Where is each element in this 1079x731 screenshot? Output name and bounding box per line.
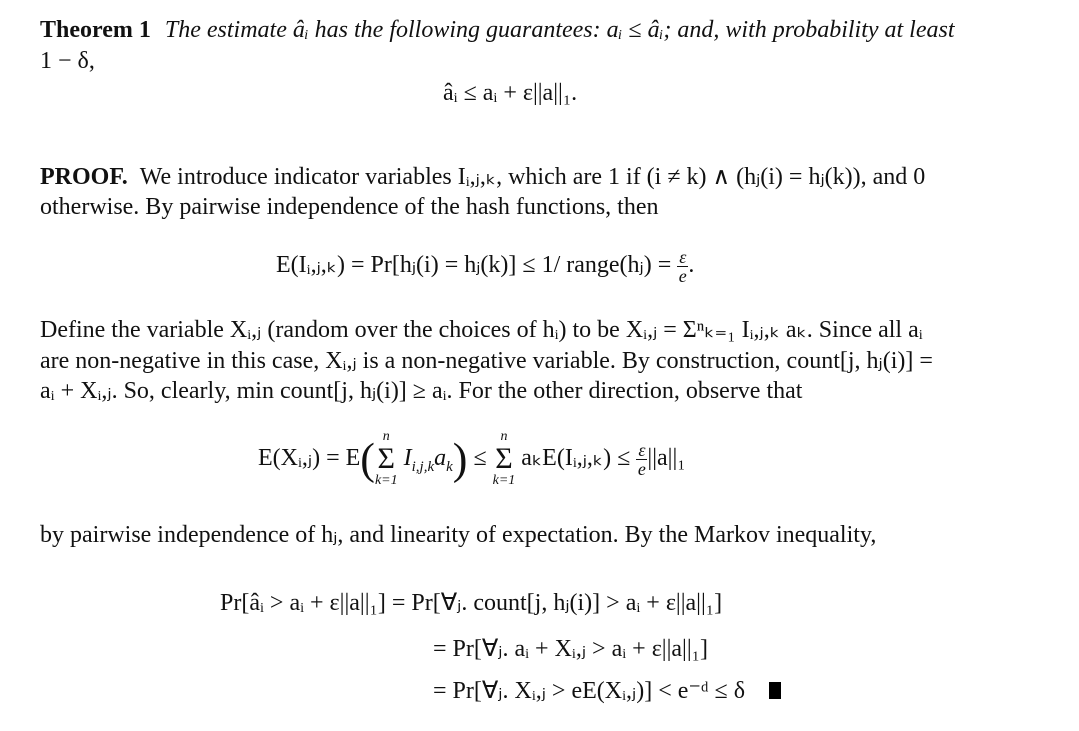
proof-text-1: We introduce indicator variables Iᵢ,ⱼ,ₖ, which are 1 if (i ≠ k) ∧ (hⱼ(i) = hⱼ(k)), and 0 [139,164,926,190]
equation-2-mid: ≤ [473,445,487,471]
equation-1-text: E(Iᵢ,ⱼ,ₖ) = Pr[hⱼ(i) = hⱼ(k)] ≤ 1/ range(hⱼ) = [276,252,672,279]
theorem-line-2: 1 − δ, [40,48,95,74]
sum-symbol-1: n Σ k=1 [374,429,398,489]
markov-equation-line-3: = Pr[∀ⱼ. Xᵢ,ⱼ > eE(Xᵢ,ⱼ)] < e⁻ᵈ ≤ δ [433,676,781,706]
sum-symbol-2: n Σ k=1 [492,429,516,489]
proof-line-6: by pairwise independence of hⱼ, and linearity of expectation. By the Markov inequality, [40,522,877,548]
proof-label: PROOF. [40,164,128,190]
proof-line-1 [40,162,925,192]
fraction-epsilon-over-e: $\frac{\varepsilon}{e}$ [678,247,687,286]
markov-equation-line-1: Pr[âᵢ > aᵢ + ε||a||₁] = Pr[∀ⱼ. count[j, hⱼ(i)] > aᵢ + ε||a||₁] [220,590,723,616]
theorem-label: Theorem 1 [40,17,151,43]
markov-equation-line-2: = Pr[∀ⱼ. aᵢ + Xᵢ,ⱼ > aᵢ + ε||a||₁] [433,636,709,662]
proof-line-5: aᵢ + Xᵢ,ⱼ. So, clearly, min count[j, hⱼ(i)] ≥ aᵢ. For the other direction, observe that [40,378,803,404]
theorem-display-equation: âᵢ ≤ aᵢ + ε||a||₁. [443,80,578,106]
proof-line-2: otherwise. By pairwise independence of the hash functions, then [40,194,659,220]
proof-line-4: are non-negative in this case, Xᵢ,ⱼ is a non-negative variable. By construction, count[j, hⱼ(i)] = [40,348,933,374]
qed-square-icon [769,682,781,699]
equation-expectation-x: E(Xᵢ,ⱼ) = E( n Σ k=1 $I_{i,j,k}a_k$) ≤ n Σ k=1 aₖE(Iᵢ,ⱼ,ₖ) ≤ $\frac{\varepsilon}{e}$ ||a||₁ [258,429,686,489]
equation-2-tail: ||a||₁ [647,445,686,471]
equation-2-left: E(Xᵢ,ⱼ) = E [258,445,361,471]
equation-expectation-indicator: E(Iᵢ,ⱼ,ₖ) = Pr[hⱼ(i) = hⱼ(k)] ≤ 1/ range(hⱼ) = $\frac{\varepsilon}{e}$ . [276,247,695,286]
proof-line-3: Define the variable Xᵢ,ⱼ (random over the choices of hᵢ) to be Xᵢ,ⱼ = Σⁿₖ₌₁ Iᵢ,ⱼ,ₖ aₖ. Since all aᵢ [40,317,923,343]
theorem-statement: The estimate âᵢ has the following guarantees: aᵢ ≤ âᵢ; and, with probability at least [164,17,955,43]
fraction-epsilon-over-e-2: $\frac{\varepsilon}{e}$ [637,439,646,479]
theorem-line-1 [40,15,955,45]
equation-2-right: aₖE(Iᵢ,ⱼ,ₖ) ≤ [521,445,631,471]
